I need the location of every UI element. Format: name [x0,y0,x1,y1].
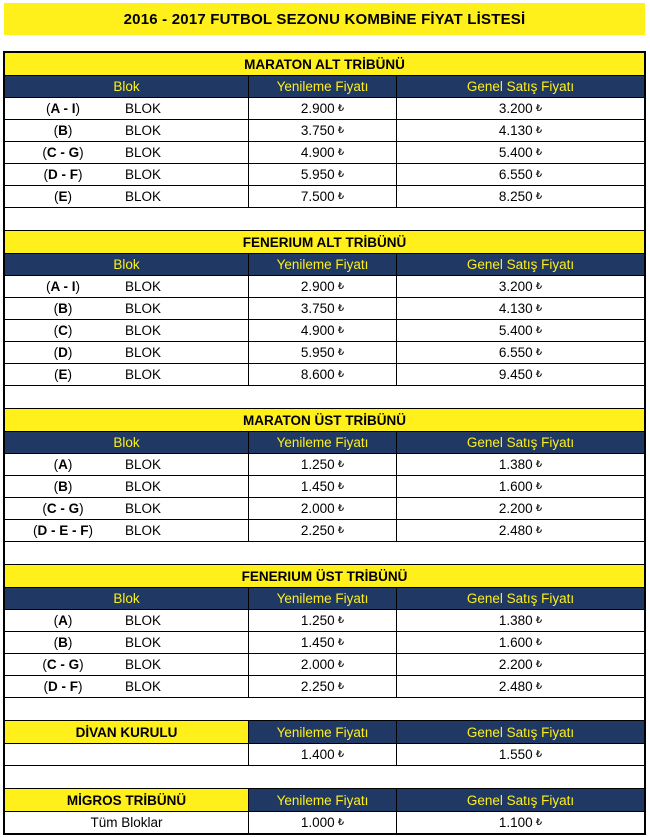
col-renewal-header: Yenileme Fiyatı [248,721,396,743]
col-blok-header: Blok [113,79,140,94]
renewal-price: 1.250 ₺ [248,454,396,475]
lira-icon: ₺ [535,303,543,314]
lira-icon: ₺ [337,481,345,492]
lira-icon: ₺ [337,637,345,648]
block-label: BLOK [125,279,162,294]
column-header-row [5,254,644,276]
general-price: 1.600 ₺ [396,476,644,497]
renewal-price: 2.250 ₺ [248,676,396,697]
block-label: BLOK [125,123,162,138]
lira-icon: ₺ [535,459,543,470]
block-code: ( B ) [53,301,73,316]
renewal-price: 4.900 ₺ [248,142,396,163]
lira-icon: ₺ [337,147,345,158]
col-renewal-header: Yenileme Fiyatı [248,254,396,275]
lira-icon: ₺ [535,169,543,180]
renewal-price: 7.500 ₺ [248,186,396,207]
section-title-divan: DİVAN KURULU [5,721,248,743]
block-code: ( D - E - F ) [33,523,93,538]
lira-icon: ₺ [535,369,543,380]
general-price: 6.550 ₺ [396,164,644,185]
general-price: 1.380 ₺ [396,610,644,631]
renewal-price: 1.450 ₺ [248,476,396,497]
spacer-row [5,542,644,565]
divan-header-row [5,721,644,744]
general-price: 8.250 ₺ [396,186,644,207]
lira-icon: ₺ [535,749,543,760]
table-row [5,364,644,386]
renewal-price: 2.900 ₺ [248,98,396,119]
block-code: ( A ) [53,613,73,628]
general-price: 3.200 ₺ [396,98,644,119]
block-code: ( A ) [53,457,73,472]
table-row [5,476,644,498]
table-row [5,276,644,298]
renewal-price: 5.950 ₺ [248,342,396,363]
block-code: ( C - G ) [42,145,84,160]
table-row [5,520,644,542]
block-code: ( D ) [53,345,73,360]
lira-icon: ₺ [535,281,543,292]
table-row [5,812,644,833]
col-renewal-header: Yenileme Fiyatı [248,789,396,811]
block-code: ( D - F ) [43,167,83,182]
column-header-row [5,76,644,98]
col-blok-header: Blok [113,591,140,606]
lira-icon: ₺ [337,325,345,336]
col-renewal-header: Yenileme Fiyatı [248,432,396,453]
lira-icon: ₺ [337,347,345,358]
block-code: ( B ) [53,479,73,494]
lira-icon: ₺ [337,503,345,514]
col-general-header: Genel Satış Fiyatı [396,721,644,743]
table-row [5,98,644,120]
general-price: 1.100 ₺ [396,812,644,833]
general-price: 4.130 ₺ [396,298,644,319]
renewal-price: 2.900 ₺ [248,276,396,297]
block-label: BLOK [125,613,162,628]
lira-icon: ₺ [535,191,543,202]
renewal-price: 1.400 ₺ [248,744,396,765]
block-label: BLOK [125,323,162,338]
general-price: 2.480 ₺ [396,676,644,697]
general-price: 2.200 ₺ [396,498,644,519]
price-table [3,51,646,835]
renewal-price: 2.000 ₺ [248,654,396,675]
table-row [5,676,644,698]
renewal-price: 3.750 ₺ [248,120,396,141]
col-renewal-header: Yenileme Fiyatı [248,76,396,97]
block-label: BLOK [125,367,162,382]
lira-icon: ₺ [535,103,543,114]
lira-icon: ₺ [535,325,543,336]
section-title-fenerium-alt: FENERIUM ALT TRİBÜNÜ [5,231,644,254]
col-general-header: Genel Satış Fiyatı [396,588,644,609]
lira-icon: ₺ [337,103,345,114]
block-label: BLOK [125,101,162,116]
lira-icon: ₺ [535,817,543,828]
renewal-price: 1.450 ₺ [248,632,396,653]
col-general-header: Genel Satış Fiyatı [396,76,644,97]
block-label: BLOK [125,301,162,316]
lira-icon: ₺ [337,749,345,760]
block-code: ( C ) [53,323,73,338]
block-label: BLOK [125,167,162,182]
block-label: Tüm Bloklar [90,815,163,830]
lira-icon: ₺ [337,281,345,292]
column-header-row [5,432,644,454]
block-label: BLOK [125,345,162,360]
block-code: ( A - I ) [46,279,80,294]
block-label: BLOK [125,657,162,672]
lira-icon: ₺ [337,659,345,670]
lira-icon: ₺ [337,169,345,180]
lira-icon: ₺ [535,347,543,358]
block-code: ( C - G ) [42,657,84,672]
lira-icon: ₺ [535,503,543,514]
section-title-maraton-ust: MARATON ÜST TRİBÜNÜ [5,409,644,432]
table-row [5,298,644,320]
table-row [5,342,644,364]
general-price: 2.480 ₺ [396,520,644,541]
block-code: ( C - G ) [42,501,84,516]
block-label: BLOK [125,189,162,204]
block-label: BLOK [125,679,162,694]
table-row [5,454,644,476]
block-label: BLOK [125,457,162,472]
table-row [5,654,644,676]
table-row [5,142,644,164]
lira-icon: ₺ [535,481,543,492]
block-code: ( D - F ) [43,679,83,694]
spacer-row [5,386,644,409]
block-label: BLOK [125,145,162,160]
table-row [5,610,644,632]
lira-icon: ₺ [337,817,345,828]
general-price: 9.450 ₺ [396,364,644,385]
lira-icon: ₺ [535,637,543,648]
renewal-price: 1.250 ₺ [248,610,396,631]
section-title-fenerium-ust: FENERIUM ÜST TRİBÜNÜ [5,565,644,588]
general-price: 3.200 ₺ [396,276,644,297]
col-general-header: Genel Satış Fiyatı [396,432,644,453]
renewal-price: 2.000 ₺ [248,498,396,519]
col-renewal-header: Yenileme Fiyatı [248,588,396,609]
block-label: BLOK [125,523,162,538]
spacer-row [5,766,644,789]
lira-icon: ₺ [535,147,543,158]
renewal-price: 5.950 ₺ [248,164,396,185]
renewal-price: 8.600 ₺ [248,364,396,385]
section-title-maraton-alt: MARATON ALT TRİBÜNÜ [5,53,644,76]
col-general-header: Genel Satış Fiyatı [396,789,644,811]
lira-icon: ₺ [337,525,345,536]
column-header-row [5,588,644,610]
general-price: 6.550 ₺ [396,342,644,363]
renewal-price: 4.900 ₺ [248,320,396,341]
lira-icon: ₺ [337,681,345,692]
block-code: ( B ) [53,635,73,650]
block-code: ( E ) [53,367,72,382]
general-price: 2.200 ₺ [396,654,644,675]
table-row [5,120,644,142]
lira-icon: ₺ [337,303,345,314]
table-row [5,186,644,208]
lira-icon: ₺ [535,125,543,136]
table-row [5,498,644,520]
col-general-header: Genel Satış Fiyatı [396,254,644,275]
lira-icon: ₺ [337,125,345,136]
general-price: 5.400 ₺ [396,142,644,163]
spacer-row [5,208,644,231]
lira-icon: ₺ [337,369,345,380]
renewal-price: 1.000 ₺ [248,812,396,833]
lira-icon: ₺ [337,615,345,626]
block-code: ( E ) [53,189,72,204]
general-price: 5.400 ₺ [396,320,644,341]
table-row [5,744,644,766]
general-price: 1.380 ₺ [396,454,644,475]
block-code: ( A - I ) [46,101,80,116]
lira-icon: ₺ [535,525,543,536]
lira-icon: ₺ [535,615,543,626]
block-label: BLOK [125,635,162,650]
table-row [5,164,644,186]
general-price: 4.130 ₺ [396,120,644,141]
block-label: BLOK [125,501,162,516]
table-row [5,320,644,342]
lira-icon: ₺ [337,459,345,470]
spacer-row [5,698,644,721]
table-row [5,632,644,654]
lira-icon: ₺ [535,659,543,670]
general-price: 1.550 ₺ [396,744,644,765]
general-price: 1.600 ₺ [396,632,644,653]
block-code: ( B ) [53,123,73,138]
section-title-migros: MİGROS TRİBÜNÜ [5,789,248,811]
renewal-price: 2.250 ₺ [248,520,396,541]
col-blok-header: Blok [113,435,140,450]
lira-icon: ₺ [337,191,345,202]
block-label: BLOK [125,479,162,494]
migros-header-row [5,789,644,812]
page-title: 2016 - 2017 FUTBOL SEZONU KOMBİNE FİYAT LİSTESİ [4,3,645,35]
lira-icon: ₺ [535,681,543,692]
col-blok-header: Blok [113,257,140,272]
renewal-price: 3.750 ₺ [248,298,396,319]
